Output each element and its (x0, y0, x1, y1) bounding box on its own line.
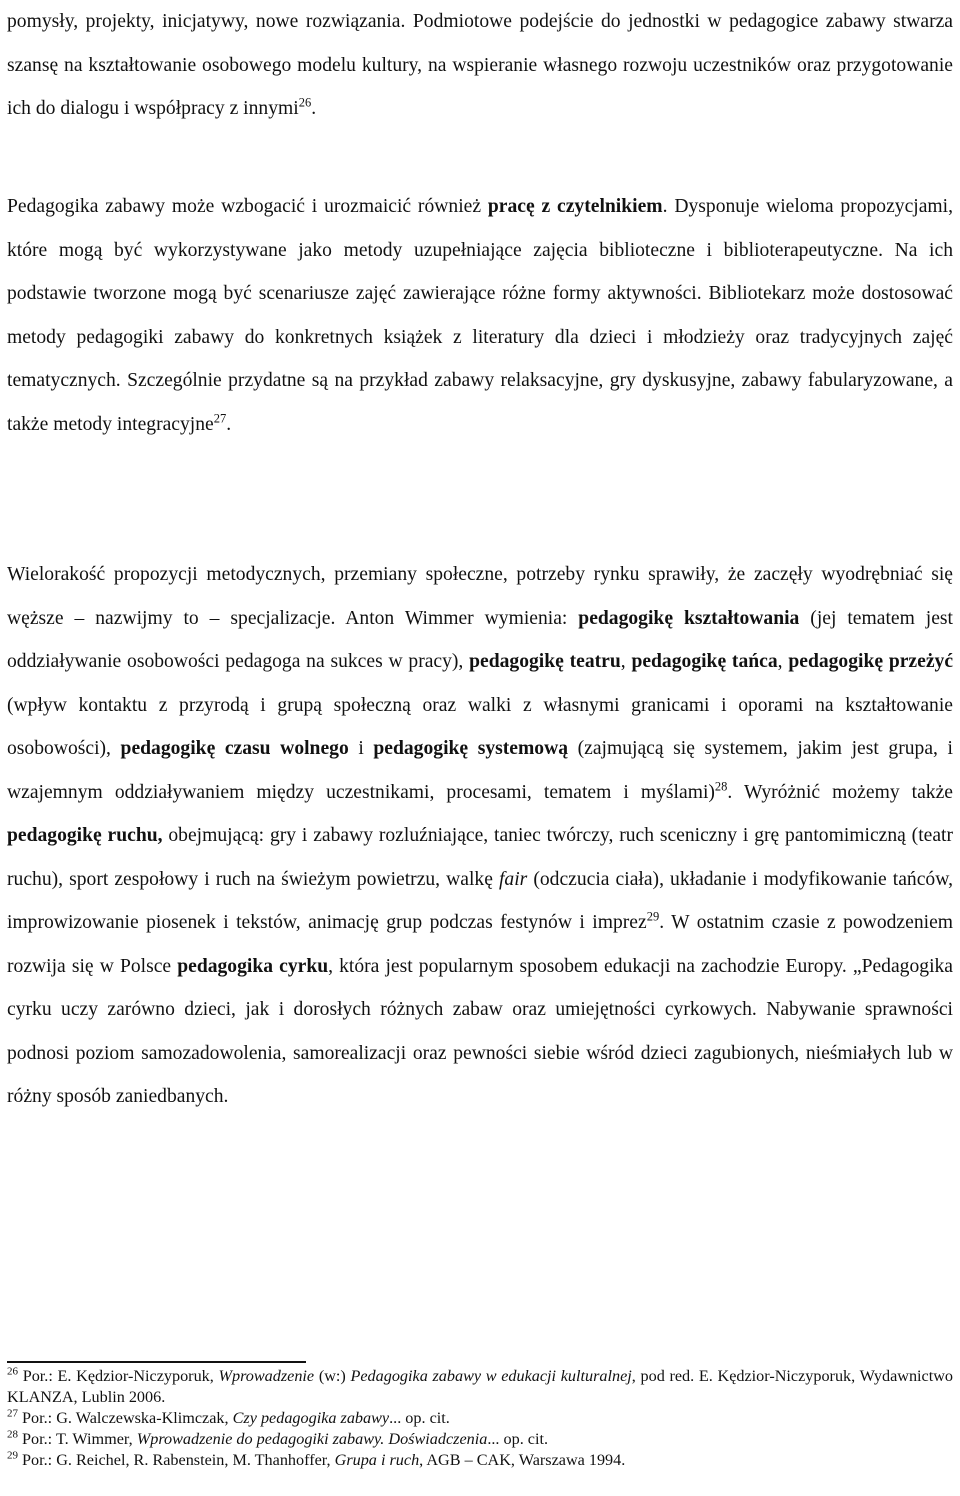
bold-term: pracę z czytelnikiem (487, 196, 663, 217)
bold-term: pedagogikę ruchu, (7, 825, 163, 846)
footnote-26: $^{26}$ Por.: E. Kędzior-Niczyporuk, Wprowadzenie (w:) Pedagogika zabawy w edukacji kulturalnej, pod red. E. Kędzior-Niczyporuk, Wydawnictwo KLANZA, Lublin 2006. (7, 1365, 954, 1406)
footnote-number: 29 (7, 1449, 18, 1462)
footnotes (7, 1366, 953, 1471)
bold-term: pedagogikę systemową (373, 738, 569, 759)
bold-term: pedagogikę tańca (631, 651, 778, 672)
footnote-number: 28 (7, 1428, 18, 1441)
paragraph-2: Pedagogika zabawy może wzbogacić i urozmaicić również pracę z czytelnikiem. Dysponuje wieloma propozycjami, które mogą być wykorzystywane jako metody uzupełniające zajęcia biblioteczne i biblioterapeutyczne. Na ich podstawie tworzone mogą być scenariusze zajęć zawierające różne formy aktywności. Bibliotekarz może dostosować metody pedagogiki zabawy do konkretnych książek z literatury dla dzieci i młodzieży oraz tradycyjnych zajęć tematycznych. Szczególnie przydatne są na przykład zabawy relaksacyjne, gry dyskusyjne, zabawy fabularyzowane, a także metody integracyjne$^{27}$. (7, 196, 954, 435)
footnote-ref-29[interactable]: 29 (646, 909, 660, 924)
paragraph-text: pomysły, projekty, inicjatywy, nowe rozwiązania. Podmiotowe podejście do jednostki w pedagogice zabawy stwarza szansę na kształtowanie osobowego modelu kultury, na wspieranie własnego rozwoju uczestników oraz przygotowanie ich do dialogu i współpracy z innymi (7, 11, 953, 119)
footnote-ref-26[interactable]: 26 (298, 95, 312, 110)
bold-term: pedagogikę teatru (469, 651, 621, 672)
bold-term: pedagogika cyrku (177, 955, 329, 977)
bold-term: pedagogikę czasu wolnego (120, 738, 349, 759)
footnote-number: 26 (7, 1365, 18, 1378)
footnote-ref-28[interactable]: 28 (714, 778, 728, 793)
footnote-ref-27[interactable]: 27 (213, 410, 227, 425)
footnote-29: $^{29}$ Por.: G. Reichel, R. Rabenstein, M. Thanhoffer, Grupa i ruch, AGB – CAK, Warszawa 1994. (7, 1449, 626, 1469)
bold-term: pedagogikę przeżyć (788, 651, 954, 672)
bold-term: pedagogikę kształtowania (578, 607, 800, 629)
footnote-number: 27 (7, 1407, 18, 1420)
footnote-28: $^{28}$ Por.: T. Wimmer, Wprowadzenie do pedagogiki zabawy. Doświadczenia... op. cit. (7, 1428, 549, 1448)
paragraph-3: Wielorakość propozycji metodycznych, przemiany społeczne, potrzeby rynku sprawiły, że zaczęły wyodrębniać się węższe – nazwijmy to – specjalizacje. Anton Wimmer wymienia: pedagogikę kształtowania (jej tematem jest oddziaływanie osobowości pedagoga na sukces w pracy), pedagogikę teatru, pedagogikę tańca, pedagogikę przeżyć (wpływ kontaktu z przyrodą i grupą społeczną oraz walki z własnymi granicami i oporami na kształtowanie osobowości), pedagogikę czasu wolnego i pedagogikę systemową (zajmującą się systemem, jakim jest grupa, i wzajemnym oddziaływaniem między uczestnikami, procesami, tematem i myślami)$^{28}$. Wyróżnić możemy także pedagogikę ruchu, obejmującą: gry i zabawy rozluźniające, taniec twórczy, ruch sceniczny i grę pantomimiczną (teatr ruchu), sport zespołowy i ruch na świeżym powietrzu, walkę fair (odczucia ciała), układanie i modyfikowanie tańców, improwizowanie piosenek i tekstów, animację grup podczas festynów i imprez$^{29}$. W ostatnim czasie z powodzeniem rozwija się w Polsce pedagogika cyrku, która jest popularnym sposobem edukacji na zachodzie Europy. „Pedagogika cyrku uczy zarówno dzieci, jak i dorosłych różnych zabaw oraz umiejętności cyrkowych. Nabywanie sprawności podnosi poziom samozadowolenia, samorealizacji oraz pewności siebie wśród dzieci zagubionych, nieśmiałych lub w różny sposób zaniedbanych. (7, 564, 954, 1107)
italic-term: fair (498, 868, 528, 890)
paragraph-1: pomysły, projekty, inicjatywy, nowe rozwiązania. Podmiotowe podejście do jednostki w pedagogice zabawy stwarza szansę na kształtowanie osobowego modelu kultury, na wspieranie własnego rozwoju uczestników oraz przygotowanie ich do dialogu i współpracy z innymi$^{26}$. (7, 11, 953, 119)
footnote-separator (7, 1361, 306, 1363)
footnote-27: $^{27}$ Por.: G. Walczewska-Klimczak, Czy pedagogika zabawy... op. cit. (7, 1407, 450, 1427)
